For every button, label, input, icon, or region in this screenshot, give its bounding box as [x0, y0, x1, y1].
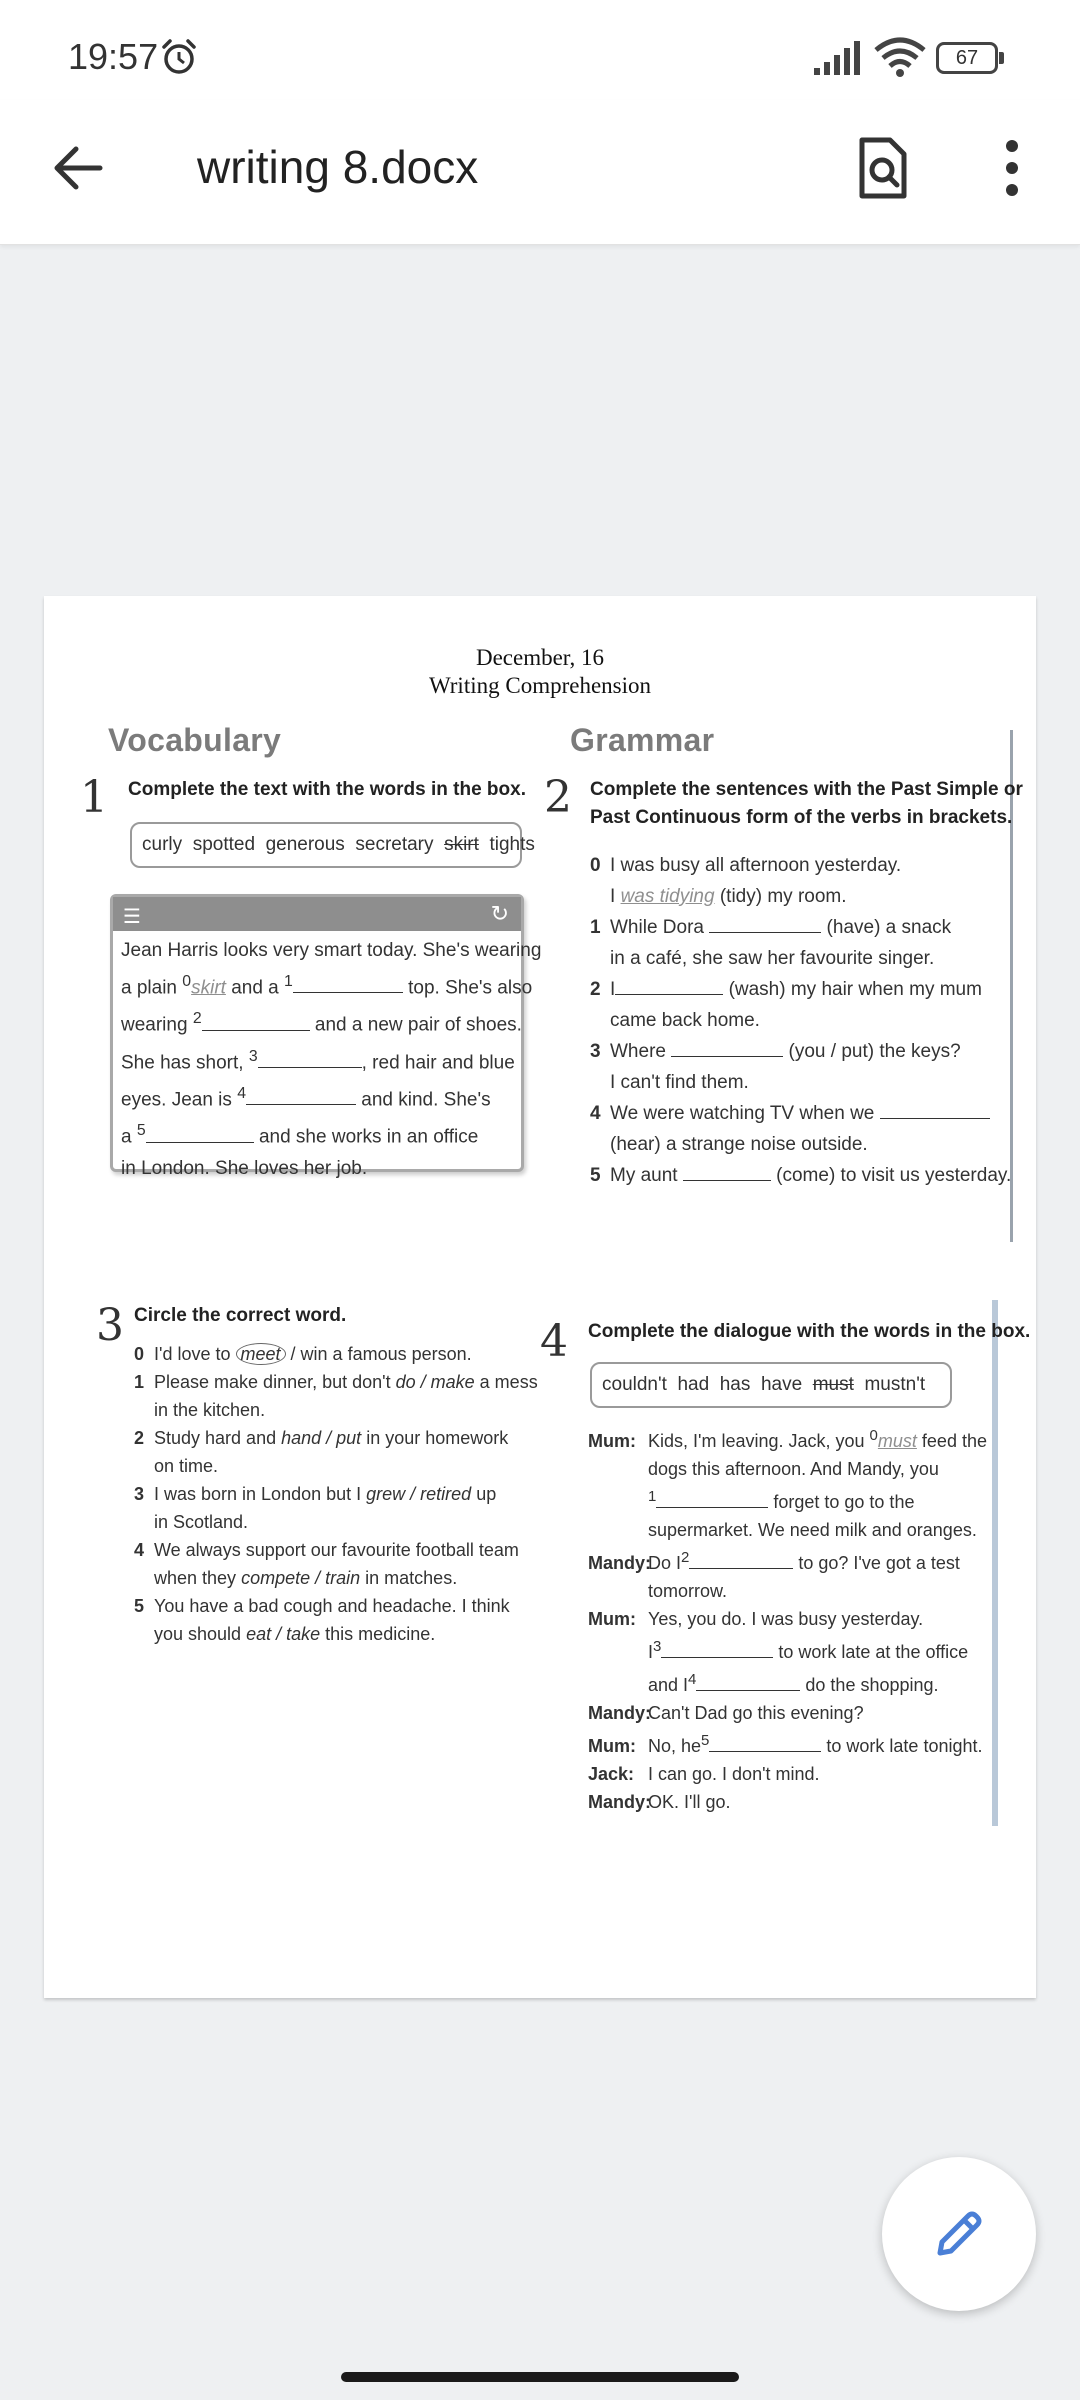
- vocabulary-instruction: Complete the text with the words in the box.: [128, 779, 526, 800]
- alarm-icon: [160, 38, 198, 76]
- dialogue-line: Mum: No, $he^5$ to work late tonight.: [588, 1732, 983, 1756]
- status-bar: [0, 0, 1080, 100]
- grammar-instruction: Complete the sentences with the Past Simple or Past Continuous form of the verbs in brackets.: [590, 779, 1023, 828]
- document-header: [44, 644, 1036, 700]
- grammar-line: came back home.: [610, 1010, 760, 1031]
- circle-line: 0 I'd love to meet / win a famous person.: [134, 1344, 472, 1364]
- word: secretary: [355, 834, 434, 855]
- circle-line: 3 I was born in London but I grew / retired up: [134, 1484, 497, 1504]
- grammar-heading: Grammar: [570, 722, 715, 758]
- word: generous: [265, 834, 345, 855]
- app-bar: [0, 100, 1080, 245]
- grammar-line: 3 Where (you / put) the keys?: [590, 1036, 1010, 1067]
- menu-icon: ☰: [123, 906, 141, 928]
- header-date: December, 16: [475, 645, 605, 670]
- circle-exercise: [134, 1340, 554, 1648]
- dialogue-exercise: [588, 1422, 1008, 1816]
- grammar-line: I was tidying (tidy) my room.: [610, 886, 847, 907]
- dialogue-line: Jack: I can go. I don't mind.: [588, 1764, 820, 1784]
- dialogue-line: Mum: Yes, you do. I was busy yesterday.: [588, 1609, 924, 1629]
- word: has: [719, 1374, 751, 1395]
- circle-line: 5 You have a bad cough and headache. I think: [134, 1596, 510, 1616]
- grammar-line: 0 I was busy all afternoon yesterday.: [590, 855, 902, 876]
- pencil-icon: [932, 2207, 986, 2261]
- signal-icon: [812, 40, 860, 76]
- word: have: [760, 1374, 803, 1395]
- document-page[interactable]: [44, 596, 1036, 1998]
- find-in-document-icon[interactable]: [848, 134, 916, 202]
- dialogue-line: dogs this afternoon. And Mandy, you: [648, 1459, 939, 1479]
- grammar-line: I can't find them.: [610, 1072, 749, 1093]
- circle-line: 2 Study hard and hand / put in your homework: [134, 1428, 509, 1448]
- word: spotted: [192, 834, 256, 855]
- circle-line: you should eat / take this medicine.: [154, 1624, 436, 1644]
- handwritten-number-4: 4: [540, 1316, 568, 1367]
- back-button[interactable]: [44, 134, 112, 202]
- dialogue-line: Mandy:Can't Dad go this evening?: [588, 1703, 864, 1723]
- dialogue-line: and $I^4$ do the shopping.: [648, 1671, 939, 1695]
- dialogue-line: Mandy:OK. I'll go.: [588, 1792, 731, 1812]
- handwritten-number-1: 1: [80, 772, 108, 823]
- grammar-line: 5 My aunt (come) to visit us yesterday.: [590, 1160, 1010, 1191]
- circle-line: when they compete / train in matches.: [154, 1568, 458, 1588]
- word: tights: [489, 834, 535, 855]
- circle-line: 1 Please make dinner, but don't do / make a mess: [134, 1372, 538, 1392]
- dialogue-line: $^1$ forget to go to the: [648, 1488, 915, 1512]
- handwritten-number-2: 2: [544, 772, 572, 823]
- more-vert-icon[interactable]: [982, 134, 1042, 202]
- battery-level: 67: [936, 42, 998, 74]
- circle-line: 4 We always support our favourite football team: [134, 1540, 519, 1560]
- vocabulary-word-box: [130, 822, 535, 868]
- header-title: Writing Comprehension: [428, 673, 651, 698]
- dialogue-line: Mandy:Do $I^2$ to go? I've got a test: [588, 1549, 960, 1573]
- vocabulary-heading: Vocabulary: [108, 722, 282, 758]
- dialogue-word-box: [590, 1362, 952, 1408]
- word: curly: [142, 834, 183, 855]
- word-used: must: [812, 1374, 854, 1395]
- dialogue-line: tomorrow.: [648, 1581, 728, 1601]
- home-indicator[interactable]: [341, 2372, 739, 2382]
- word-used: skirt: [444, 834, 479, 855]
- word: had: [677, 1374, 710, 1395]
- grammar-line: (hear) a strange noise outside.: [610, 1134, 868, 1155]
- battery-icon: [936, 42, 1006, 74]
- grammar-exercise: [590, 850, 1010, 1191]
- wifi-icon: [874, 36, 926, 78]
- grammar-line: in a café, she saw her favourite singer.: [610, 948, 935, 969]
- handwritten-number-3: 3: [96, 1300, 124, 1351]
- grammar-line: 2 I (wash) my hair when my mum: [590, 974, 1010, 1005]
- word: mustn't: [864, 1374, 926, 1395]
- dialogue-instruction: Complete the dialogue with the words in the box.: [588, 1321, 1031, 1342]
- refresh-icon: ↻: [490, 901, 509, 926]
- status-time: 19:57: [68, 36, 159, 77]
- circle-line: in the kitchen.: [154, 1400, 266, 1420]
- document-title: writing 8.docx: [197, 141, 479, 193]
- vocabulary-phone-card: [110, 894, 542, 1179]
- dialogue-line: $I^3$ to work late at the office: [648, 1638, 969, 1662]
- dialogue-line: supermarket. We need milk and oranges.: [648, 1520, 977, 1540]
- circle-line: in Scotland.: [154, 1512, 249, 1532]
- phone-toolbar: [113, 897, 521, 931]
- edit-button[interactable]: [882, 2157, 1036, 2311]
- circle-line: on time.: [154, 1456, 219, 1476]
- word: couldn't: [602, 1374, 667, 1395]
- vocabulary-passage: Jean Harris looks very smart today. She's wearing a plain $^0$skirt and a $^1$ top. She's also wearing $^2$ and a new pair of shoes. She has short, $^3$ , red hair and blue eyes. Jean is $^4$ and kind. She's a $^5$ and she works in an office in London. She loves her job.: [121, 940, 542, 1179]
- grammar-line: 4 We were watching TV when we: [590, 1098, 1010, 1129]
- circle-instruction: Circle the correct word.: [134, 1305, 347, 1326]
- dialogue-line: Mum: Kids, I'm leaving. Jack, you $^0$must feed the: [588, 1427, 987, 1451]
- grammar-line: 1 While Dora (have) a snack: [590, 912, 1010, 943]
